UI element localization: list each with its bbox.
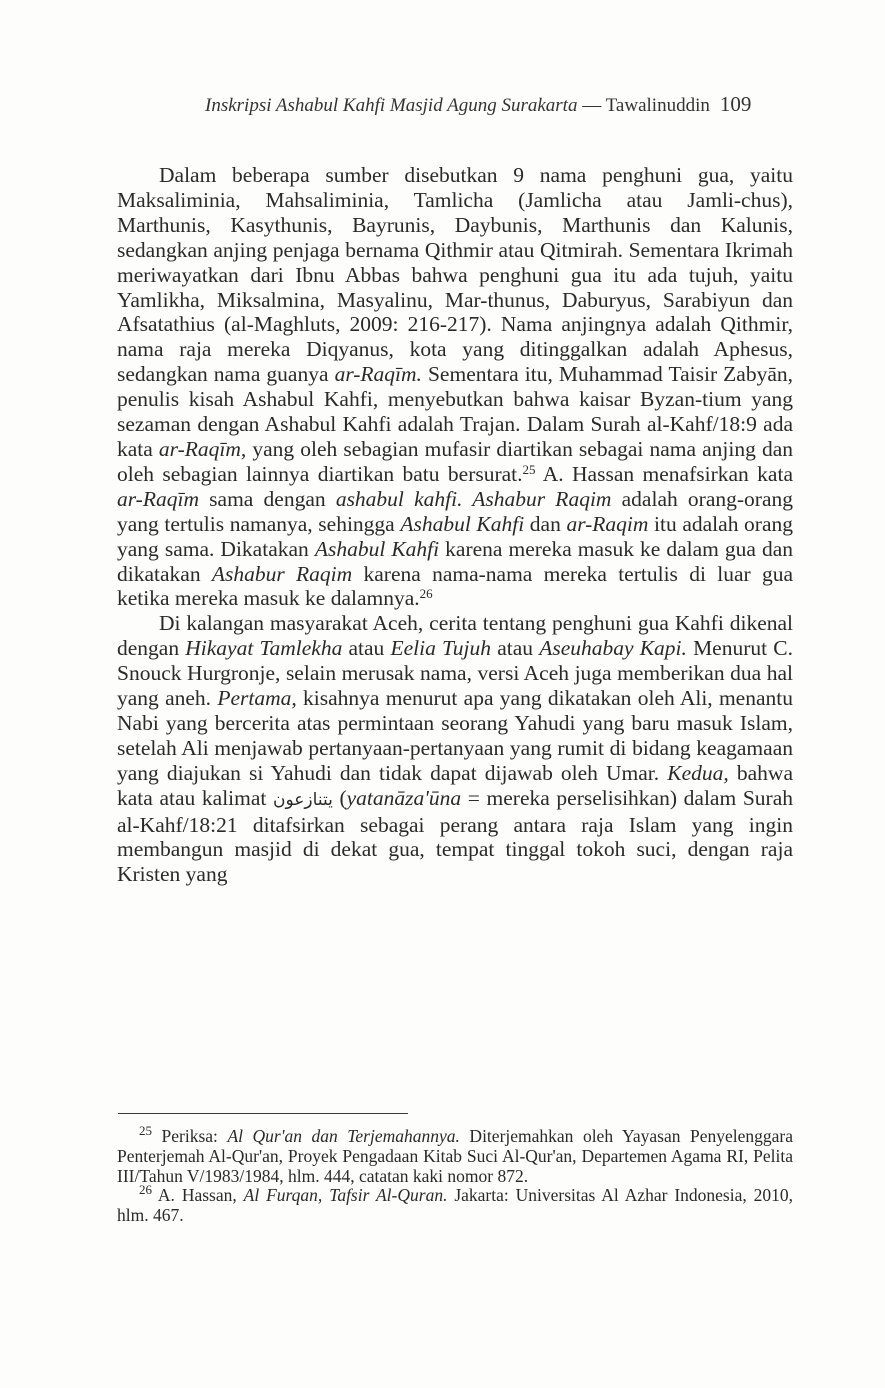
page-number: 109 [719,92,752,116]
footnote-number: 25 [139,1122,152,1138]
italic-term: ashabul kahfi. Ashabur Raqim [335,486,612,511]
running-header [205,92,805,118]
italic-term: ar-Raqīm. [334,362,422,387]
text-run: Diterjemahkan oleh Yayasan Penyelenggara Penterjemah Al-Qur'an, Proyek Pengadaan Kitab Suci Al-Qur'an, Departemen Agama RI, Pelita III/Tahun V/1983/1984, hlm. 444, catatan kaki nomor 872. [117,1126,793,1186]
text-run: karena mereka masuk ke dalam gua dan dikatakan [117,536,794,586]
text-run: bahwa kata atau kalimat [117,760,793,810]
italic-term: ar-Raqīm, [158,436,247,461]
text-run: kisahnya menurut apa yang dikatakan oleh Ali, menantu Nabi yang bercerita atas permintaan seorang Yahudi yang baru masuk Islam, setelah Ali menjawab pertanyaan-pertanyaan yang rumit di bidang keagamaan yang diajukan si Yahudi dan tidak dapat dijawab oleh Umar. [117,686,793,785]
paragraph-1 [117,163,793,611]
footnote-25 [117,1122,793,1186]
footnote-divider [118,1113,408,1114]
text-run: atau [342,636,391,661]
italic-term: Ashabul Kahfi [400,511,525,536]
running-header-separator: — [577,95,606,116]
text-run: ( [332,785,347,810]
arabic-word: يتنازعون [273,789,333,810]
paragraph-2 [117,611,793,887]
body-text [117,163,793,887]
text-run: yang oleh sebagian mufasir diartikan sebagai nama anjing dan oleh sebagian lainnya diartikan batu bersurat. [117,436,793,486]
italic-term: Aseuhabay Kapi. [539,636,687,661]
italic-term: Eelia Tujuh [390,636,492,661]
italic-title: Al Qur'an dan Terjemahannya. [227,1126,460,1146]
text-run: karena nama-nama mereka tertulis di luar gua ketika mereka masuk ke dalamnya. [117,561,794,611]
italic-term: ar-Raqīm [117,486,199,511]
running-header-author: Tawalinuddin [605,95,710,116]
footnotes [117,1122,794,1226]
text-run: Periksa: [152,1126,228,1146]
footnote-marker-26[interactable]: 26 [419,586,433,602]
footnote-26 [117,1182,794,1226]
italic-term: Pertama, [217,686,297,711]
italic-title: Al Furqan, Tafsir Al-Quran. [243,1185,448,1206]
text-run: Sementara itu, Muhammad Taisir Zabyān, penulis kisah Ashabul Kahfi, menyebutkan bahwa kaisar Byzan-tium yang sezaman dengan Ashabul Kahfi adalah Trajan. Dalam Surah al-Kahf/18:9 ada kata [117,362,794,461]
italic-term: Hikayat Tamlekha [185,636,343,661]
text-run: sama dengan [198,486,336,511]
italic-term: Ashabur Raqim [211,561,353,586]
text-run: Dalam beberapa sumber disebutkan 9 nama penghuni gua, yaitu Maksaliminia, Mahsaliminia, Tamlicha (Jamlicha atau Jamli-chus), Marthunis, Kasythunis, Bayrunis, Daybunis, Marthunis dan Kalunis, sedangkan anjing penjaga bernama Qithmir atau Qitmirah. Sementara Ikrimah meriwayatkan dari Ibnu Abbas bahwa penghuni gua itu ada tujuh, yaitu Yamlikha, Miksalmina, Masyalinu, Mar-thunus, Daburyus, Sarabiyun dan Afsatathius (al-Maghluts, 2009: 216-217). Nama anjingnya adalah Qithmir, nama raja mereka Diqyanus, kota yang ditinggalkan adalah Aphesus, sedangkan nama guanya [117,163,793,387]
footnote-number: 26 [139,1182,152,1198]
italic-term: Ashabul Kahfi [314,536,440,561]
text-run: A. Hassan menafsirkan kata [535,461,793,486]
text-run: atau [491,636,540,661]
footnote-marker-25[interactable]: 25 [522,461,536,477]
running-header-title: Inskripsi Ashabul Kahfi Masjid Agung Surakarta [205,95,578,116]
text-run: Jakarta: Universitas Al Azhar Indonesia, 2010, hlm. 467. [117,1185,794,1226]
text-run: A. Hassan, [152,1185,244,1206]
italic-term: yatanāza'ūna [346,785,462,810]
text-run: adalah orang-orang yang tertulis namanya, sehingga [117,486,793,536]
text-run: dan [524,511,567,536]
text-run: itu adalah orang yang sama. Dikatakan [117,511,793,561]
text-run: Di kalangan masyarakat Aceh, cerita tentang penghuni gua Kahfi dikenal dengan [117,611,793,661]
text-run: Menurut C. Snouck Hurgronje, selain merusak nama, versi Aceh juga memberikan dua hal yang aneh. [117,636,793,711]
italic-term: ar-Raqim [566,511,649,536]
text-run: = mereka perselisihkan) dalam Surah al-Kahf/18:21 ditafsirkan sebagai perang antara raja Islam yang ingin membangun masjid di dekat gua, tempat tinggal tokoh suci, dengan raja Kristen yang [117,785,793,887]
italic-term: Kedua, [667,760,729,785]
